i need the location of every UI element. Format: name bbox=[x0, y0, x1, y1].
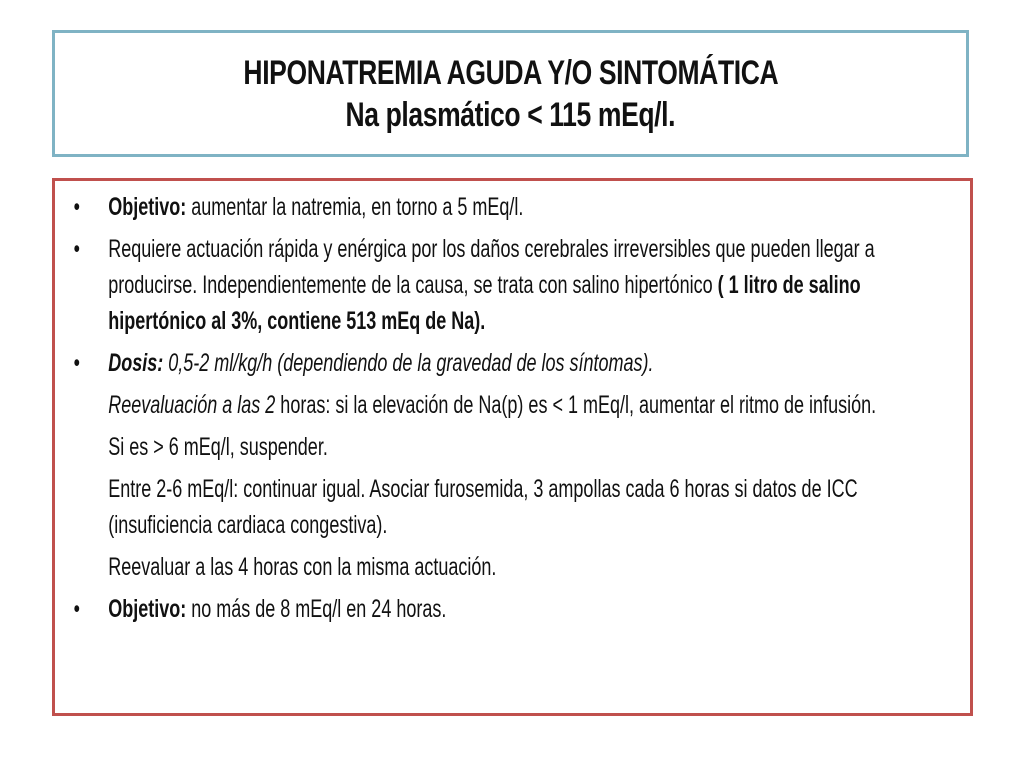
sub-item-reevaluate-4h bbox=[65, 549, 936, 585]
item-bold-text: ( 1 litro de salino hipertónico al 3%, contiene 513 mEq de Na). bbox=[108, 271, 861, 335]
item-text: Requiere actuación rápida y enérgica por los daños cerebrales irreversibles que pueden llegar a producirse. Independientemente de la causa, se trata con salino hipertónico bbox=[108, 235, 875, 299]
sub-item-text: Reevaluar a las 4 horas con la misma actuación. bbox=[108, 553, 497, 581]
sub-item-text: horas: si la elevación de Na(p) es < 1 mEq/l, aumentar el ritmo de infusión. bbox=[275, 391, 877, 419]
item-label: Objetivo: bbox=[108, 193, 187, 221]
item-text: no más de 8 mEq/l en 24 horas. bbox=[186, 595, 447, 623]
sub-item-italic-text: Reevaluación a las 2 bbox=[108, 391, 276, 419]
list-item-treatment bbox=[65, 231, 936, 339]
list-item-dose bbox=[65, 345, 936, 381]
sub-item-continue bbox=[65, 471, 936, 543]
sub-item-suspend bbox=[65, 429, 936, 465]
sub-item-text: Entre 2-6 mEq/l: continuar igual. Asociar furosemida, 3 ampollas cada 6 horas si datos de ICC (insuficiencia cardiaca congestiva). bbox=[108, 475, 858, 539]
bullet-list bbox=[65, 189, 936, 627]
item-text: aumentar la natremia, en torno a 5 mEq/l. bbox=[186, 193, 524, 221]
bullet-glyph: • bbox=[73, 193, 80, 221]
slide-title-box bbox=[52, 30, 969, 157]
item-label: Objetivo: bbox=[108, 595, 187, 623]
slide-subtitle: Na plasmático < 115 mEq/l. bbox=[345, 95, 676, 134]
list-item-objective bbox=[65, 189, 936, 225]
bullet-glyph: • bbox=[73, 595, 80, 623]
bullet-glyph: • bbox=[73, 235, 80, 263]
sub-item-text: Si es > 6 mEq/l, suspender. bbox=[108, 433, 328, 461]
item-label: Dosis: bbox=[108, 349, 164, 377]
slide-title: HIPONATREMIA AGUDA Y/O SINTOMÁTICA bbox=[243, 53, 778, 92]
content-box bbox=[52, 178, 973, 716]
sub-item-reevaluation-2h bbox=[65, 387, 936, 423]
list-item-final-objective bbox=[65, 591, 936, 627]
item-text: 0,5-2 ml/kg/h (dependiendo de la gravedad de los síntomas). bbox=[163, 349, 654, 377]
bullet-glyph: • bbox=[73, 349, 80, 377]
